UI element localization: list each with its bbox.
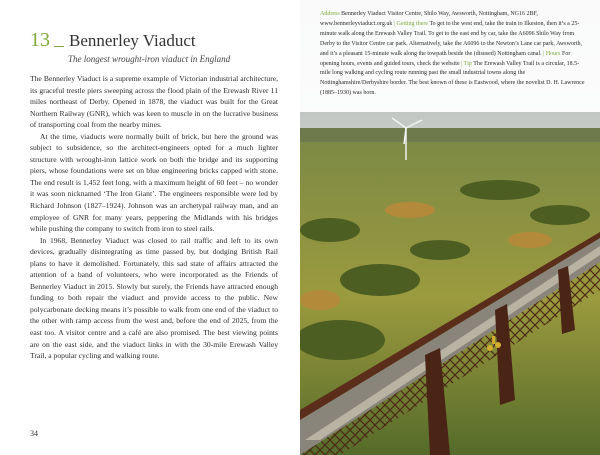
title-row [30, 30, 295, 51]
tip-text: The Erewash Valley Trail is a circular, 18.5-mile long walking and cycling route running past the small industrial towns along the Nottinghamshire/Derbyshire border. The best known of these is Eastwood, where the novelist D. H. Lawrence (1885–1930) was born. [320, 60, 585, 97]
page-title: Bennerley Viaduct [69, 31, 196, 50]
getting-there-text: To get to the west end, take the train to Ilkeston, then it’s a 25-minute walk along the Erewash Valley Trail. To get to the east end by car, take the A6096 Shilo Way from Derby to the Visitor Centre car park. Alternatively, take the A6096 to the Newton’s Lane car park, Awsworth, and it’s a pleasant 15-minute walk along the towpath beside the (disused) Nottingham canal. [320, 20, 583, 57]
chapter-heading [30, 30, 295, 64]
address-text: Bennerley Viaduct Visitor Centre, Shilo Way, Awsworth, Nottingham, NG16 2BF, www.bennerleyviaduct.org.uk [320, 11, 538, 27]
page-number: 34 [30, 429, 38, 438]
paragraph-2: At the time, viaducts were normally built of brick, but here the ground was subject to subsidence, so the architect-engineers opted for a much lighter structure with wrought-iron lattice work on both the bridge and its supporting piers, whose foundations were set on blue engineering bricks capped with stone. The end result is 1,452 feet long, with a maximum height of 60 feet – no wonder it was soon nicknamed ‘The Iron Giant’. The engineers responsible were led by Richard Johnson (1827–1924). Johnson was an archetypal railway man, and an employee of GNR for many years, peppering the Midlands with his bridges while pushing the company to switch from iron to steel rails. [30, 131, 278, 234]
address-label: Address [320, 11, 340, 17]
info-text [320, 10, 588, 99]
paragraph-3: In 1968, Bennerley Viaduct was closed to rail traffic and left to its own devices, gradually disintegrating as time passed by, but dodging British Rail plans to have it demolished. Fortunately, this sad state of affairs attracted the attention of a band of volunteers, who were incorporated as the Friends of Bennerley Viaduct in 2015. Slowly but surely, the Friends have attracted enough funding to both repair the viaduct and provide access to the public. New polycarbonate decking means it’s possible to walk from one end of the viaduct to the other with ramp access from the west and, before the end of 2025, from the east too. A visitor centre and a café are also promised. The best viewing points are on the east side, and the viaduct links in with the 30-mile Erewash Valley Trail, a popular cycling and walking route. [30, 235, 278, 361]
separator: | [543, 50, 545, 57]
body-text [30, 73, 278, 362]
separator: | [461, 60, 463, 67]
info-box [300, 0, 600, 112]
chapter-number: 13 [30, 29, 50, 51]
separator: | [393, 20, 396, 27]
right-page [300, 0, 600, 455]
hours-text: For opening hours, events and guided tours, check the website [320, 50, 571, 67]
tip-label: Tip [463, 60, 472, 67]
getting-there-label: Getting there [396, 20, 429, 27]
hours-label: Hours [545, 50, 561, 57]
chapter-rule [54, 46, 64, 47]
page-subtitle: The longest wrought-iron viaduct in England [68, 54, 231, 64]
paragraph-1: The Bennerley Viaduct is a supreme example of Victorian industrial architecture, its graceful trestle piers sweeping across the flood plain of the Erewash River 11 miles northeast of Derby. Opened in 1878, the viaduct was built for the Great Northern Railway (GNR), which was keen to muscle in on the lucrative business of transporting coal from the nearby mines. [30, 74, 278, 130]
